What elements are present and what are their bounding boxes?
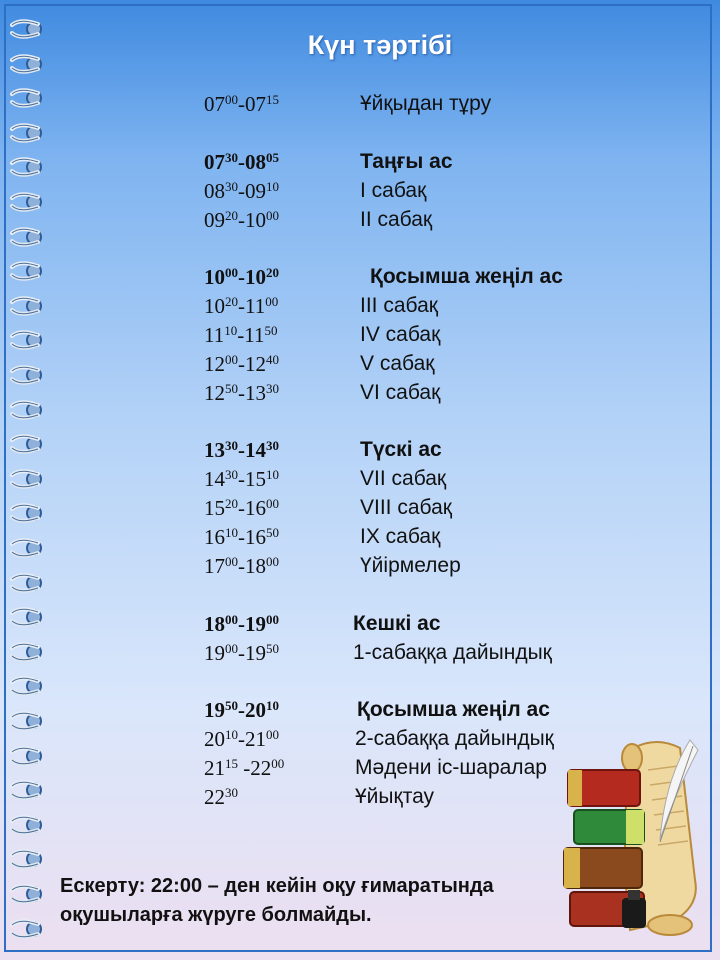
time-end-hour: 14 [245, 438, 266, 462]
time-end-hour: 22 [250, 756, 272, 780]
time-end-minute: 00 [266, 208, 279, 223]
time-start-minute: 10 [225, 525, 238, 540]
time-start-minute: 10 [225, 727, 238, 742]
schedule-row [0, 352, 720, 380]
time-start-hour: 22 [204, 785, 225, 809]
time-end-hour: 07 [245, 92, 266, 116]
schedule-activity: Қосымша жеңіл ас [357, 698, 550, 721]
time-end-hour: 19 [245, 641, 266, 665]
schedule-row [0, 612, 720, 640]
time-start-hour: 14 [204, 467, 225, 491]
schedule-row [0, 496, 720, 524]
warning-note-line-2: оқушыларға жүруге болмайды. [60, 904, 372, 926]
time-end-minute: 40 [266, 352, 279, 367]
schedule-time: $17^{00}-18^{00}$ [204, 554, 279, 578]
time-start-minute: 30 [225, 438, 238, 453]
time-end-minute: 10 [266, 467, 279, 482]
time-end-minute: 50 [266, 641, 279, 656]
time-start-hour: 10 [204, 294, 225, 318]
schedule-row [0, 265, 720, 293]
time-start-hour: 19 [204, 641, 225, 665]
schedule-activity: VI сабақ [360, 381, 441, 404]
schedule-time: $18^{00}-19^{00}$ [204, 612, 279, 636]
schedule-row [0, 641, 720, 669]
time-start-hour: 07 [204, 92, 225, 116]
schedule-activity: V сабақ [360, 352, 435, 375]
spiral-ring-icon [8, 812, 46, 838]
schedule-time: $14^{30}-15^{10}$ [204, 467, 279, 491]
spiral-ring-icon [8, 916, 46, 942]
time-end-minute: 10 [266, 698, 279, 713]
time-end-minute: 20 [266, 265, 279, 280]
time-start-minute: 00 [225, 554, 238, 569]
schedule-row [0, 92, 720, 120]
time-start-hour: 20 [204, 727, 225, 751]
time-start-hour: 16 [204, 525, 225, 549]
time-start-hour: 09 [204, 208, 225, 232]
schedule-time: $09^{20}-10^{00}$ [204, 208, 279, 232]
time-start-hour: 12 [204, 352, 225, 376]
time-end-hour: 08 [245, 150, 266, 174]
time-end-minute: 30 [266, 381, 279, 396]
time-end-minute: 00 [266, 496, 279, 511]
schedule-time: $07^{00}-07^{15}$ [204, 92, 279, 116]
time-start-hour: 19 [204, 698, 225, 722]
spiral-ring-icon [8, 120, 46, 146]
schedule-time: $10^{20}-11^{00}$ [204, 294, 279, 318]
schedule-activity: Үйірмелер [360, 554, 461, 577]
schedule-row [0, 467, 720, 495]
time-start-minute: 50 [225, 381, 238, 396]
time-end-hour: 11 [245, 294, 266, 318]
time-start-hour: 08 [204, 179, 225, 203]
time-end-minute: 15 [266, 92, 279, 107]
schedule-time: $21^{15}$ $-22^{00}$ [204, 756, 285, 780]
time-start-hour: 10 [204, 265, 225, 289]
schedule-time: $12^{00}-12^{40}$ [204, 352, 279, 376]
time-end-minute: 00 [266, 554, 279, 569]
time-start-minute: 00 [225, 352, 238, 367]
schedule-activity: VIII сабақ [360, 496, 452, 519]
warning-note-line-1: Ескерту: 22:00 – ден кейін оқу ғимаратында [60, 875, 494, 897]
time-end-minute: 30 [266, 438, 279, 453]
time-end-hour: 13 [245, 381, 266, 405]
time-start-minute: 00 [225, 265, 238, 280]
schedule-row [0, 323, 720, 351]
schedule-activity: 2-сабаққа дайындық [355, 727, 554, 750]
time-start-minute: 15 [225, 756, 238, 771]
schedule-activity: III сабақ [360, 294, 438, 317]
time-end-minute: 00 [265, 294, 279, 309]
time-end-hour: 09 [245, 179, 266, 203]
schedule-activity: II сабақ [360, 208, 433, 231]
time-end-minute: 00 [271, 756, 285, 771]
schedule-time: $16^{10}-16^{50}$ [204, 525, 279, 549]
time-end-hour: 18 [245, 554, 266, 578]
spiral-ring-icon [8, 881, 46, 907]
schedule-activity: IX сабақ [360, 525, 441, 548]
schedule-row [0, 525, 720, 553]
schedule-row [0, 381, 720, 409]
time-start-hour: 21 [204, 756, 225, 780]
schedule-activity: IV сабақ [360, 323, 441, 346]
time-start-hour: 17 [204, 554, 225, 578]
time-end-hour: 19 [245, 612, 266, 636]
schedule-row [0, 294, 720, 322]
schedule-row [0, 208, 720, 236]
spiral-ring-icon [8, 846, 46, 872]
time-start-minute: 20 [225, 294, 238, 309]
time-end-minute: 50 [264, 323, 278, 338]
time-end-hour: 21 [245, 727, 266, 751]
schedule-time: $07^{30}-08^{05}$ [204, 150, 279, 174]
time-start-hour: 15 [204, 496, 225, 520]
time-end-hour: 20 [245, 698, 266, 722]
time-start-minute: 30 [225, 467, 238, 482]
spiral-ring-icon [8, 673, 46, 699]
time-end-hour: 12 [245, 352, 266, 376]
schedule-time: $12^{50}-13^{30}$ [204, 381, 279, 405]
warning-note [60, 872, 494, 930]
schedule-activity: Таңғы ас [360, 150, 453, 173]
time-start-minute: 30 [225, 785, 238, 800]
schedule-time: $10^{00}-10^{20}$ [204, 265, 279, 289]
time-start-minute: 30 [225, 179, 238, 194]
time-end-minute: 10 [266, 179, 279, 194]
time-start-minute: 00 [225, 612, 238, 627]
schedule-time: $19^{50}-20^{10}$ [204, 698, 279, 722]
schedule-time: $08^{30}-09^{10}$ [204, 179, 279, 203]
schedule-row [0, 150, 720, 178]
schedule-activity: VII сабақ [360, 467, 447, 490]
schedule-activity: Ұйықтау [355, 785, 435, 808]
schedule-row [0, 554, 720, 582]
schedule-time: $13^{30}-14^{30}$ [204, 438, 279, 462]
schedule-time: $19^{00}-19^{50}$ [204, 641, 279, 665]
time-start-hour: 13 [204, 438, 225, 462]
schedule-time: $11^{10}-11^{50}$ [204, 323, 278, 347]
time-start-minute: 00 [225, 92, 238, 107]
schedule-activity: I сабақ [360, 179, 427, 202]
books-scroll-illustration [560, 730, 710, 945]
time-end-hour: 10 [245, 208, 266, 232]
schedule-row [0, 179, 720, 207]
schedule-row [0, 438, 720, 466]
time-end-hour: 16 [245, 496, 266, 520]
schedule-activity: 1-сабаққа дайындық [353, 641, 552, 664]
time-start-hour: 11 [204, 323, 225, 347]
time-start-hour: 18 [204, 612, 225, 636]
time-start-hour: 12 [204, 381, 225, 405]
time-end-hour: 15 [245, 467, 266, 491]
time-start-minute: 10 [224, 323, 238, 338]
time-end-hour: 11 [244, 323, 265, 347]
schedule-activity: Кешкі ас [353, 612, 441, 635]
schedule-time [204, 785, 238, 810]
schedule-activity: Түскі ас [360, 438, 442, 461]
schedule-time: $15^{20}-16^{00}$ [204, 496, 279, 520]
time-start-minute: 20 [225, 496, 238, 511]
time-end-hour: 10 [245, 265, 266, 289]
schedule-row [0, 698, 720, 726]
schedule-activity: Ұйқыдан тұру [360, 92, 492, 115]
time-start-minute: 00 [225, 641, 238, 656]
time-start-minute: 30 [225, 150, 238, 165]
time-start-minute: 50 [225, 698, 238, 713]
time-start-minute: 20 [225, 208, 238, 223]
page-title: Күн тәртібі [307, 30, 453, 60]
time-end-minute: 50 [266, 525, 279, 540]
schedule-activity: Мәдени іс-шаралар [355, 756, 547, 779]
time-start-hour: 07 [204, 150, 225, 174]
time-end-minute: 00 [266, 612, 279, 627]
time-end-minute: 00 [266, 727, 279, 742]
schedule-time: $20^{10}-21^{00}$ [204, 727, 279, 751]
time-end-hour: 16 [245, 525, 266, 549]
schedule-activity: Қосымша жеңіл ас [370, 265, 563, 288]
time-end-minute: 05 [266, 150, 279, 165]
